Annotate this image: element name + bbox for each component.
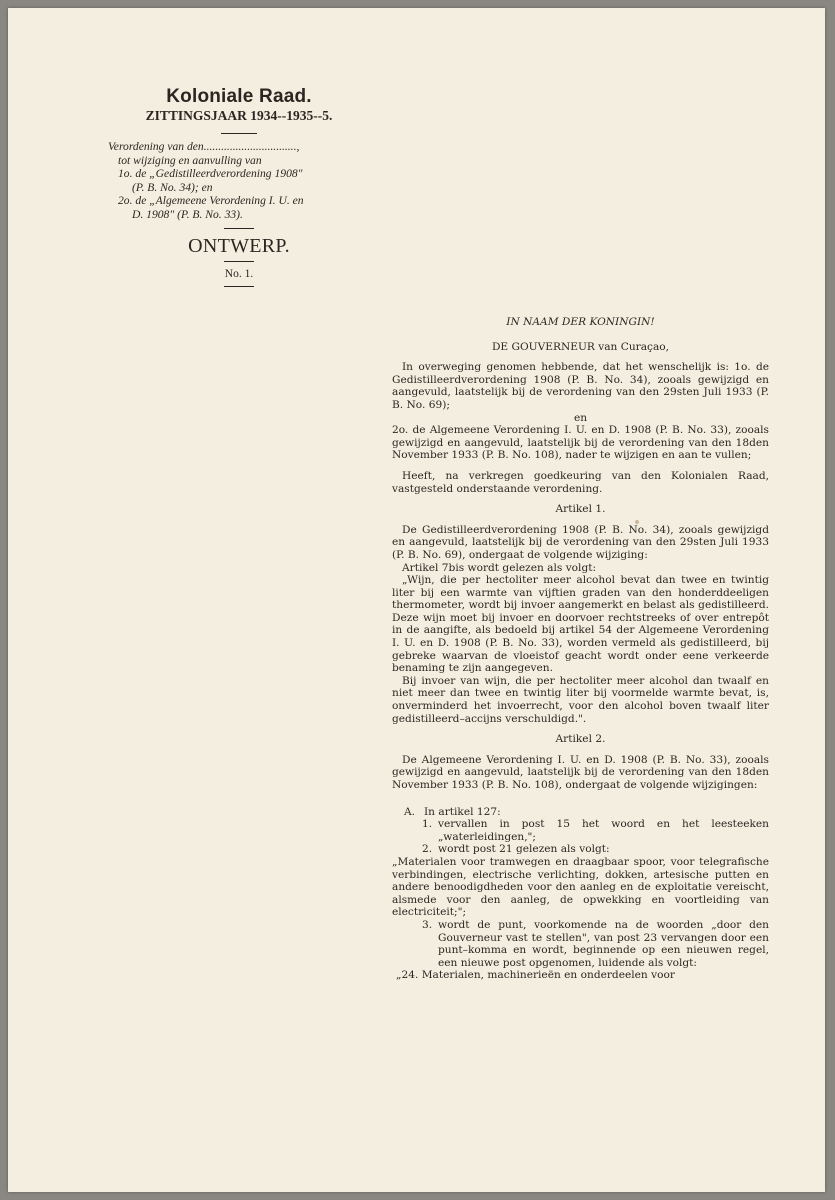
- item-text: vervallen in post 15 het woord en het leesteeken „waterleidingen,";: [438, 818, 769, 843]
- list-item: [422, 818, 769, 843]
- considering-paragraph: 2o. de Algemeene Verordening I. U. en D. 1908 (P. B. No. 33), zooals gewijzigd en aangevuld, laatstelijk bij de verordening van den 18den November 1933 (P. B. No. 108), nader te wijzigen en aan te vullen;: [392, 424, 769, 462]
- regulation-line: 1o. de „Gedistilleerdverordening 1908": [118, 167, 303, 181]
- divider: [221, 133, 257, 134]
- section-text: In artikel 127:: [424, 805, 501, 818]
- article-paragraph: De Algemeene Verordening I. U. en D. 1908 (P. B. No. 33), zooals gewijzigd en aangevuld, laatstelijk bij de verordening van den 18den November 1933 (P. B. No. 108), ondergaat de volgende wijzigingen:: [392, 753, 769, 791]
- article-paragraph: De Gedistilleerdverordening 1908 (P. B. No. 34), zooals gewijzigd en aangevuld, laatstelijk bij de verordening van den 29sten Juli 1933 (P. B. No. 69), ondergaat de volgende wijziging:: [392, 523, 769, 561]
- regulation-title: [108, 140, 370, 222]
- article-paragraph: Artikel 7bis wordt gelezen als volgt:: [402, 561, 597, 574]
- divider: [224, 228, 254, 229]
- article-quote: „Wijn, die per hectoliter meer alcohol bevat dan twee en twintig liter bij een warmte van vijftien graden van den honderddeeligen thermometer, wordt bij invoer aangemerkt en belast als gedistilleerd. Deze wijn moet bij invoer en doorvoer rechtstreeks of over entrepôt in de aangifte, als bedoeld bij artikel 54 der Algemeene Verordening I. U. en D. 1908 (P. B. No. 33), worden vermeld als gedistilleerd, bij gebreke waarvan de vloeistof geacht wordt onder eene verkeerde benaming te zijn aangegeven.: [392, 574, 769, 675]
- regulation-line: (P. B. No. 34); en: [132, 180, 213, 194]
- item-quote: „24. Materialen, machinerieën en onderdeelen voor: [396, 969, 675, 982]
- header-block: [108, 86, 370, 287]
- enactment-paragraph: Heeft, na verkregen goedkeuring van den Kolonialen Raad, vastgesteld onderstaande verordening.: [392, 469, 769, 495]
- regulation-line: 2o. de „Algemeene Verordening I. U. en: [118, 194, 304, 208]
- item-number: 1.: [422, 818, 433, 831]
- regulation-line: D. 1908" (P. B. No. 33).: [132, 207, 243, 221]
- item-number: 3.: [422, 918, 433, 931]
- item-quote: „Materialen voor tramwegen en draagbaar spoor, voor telegrafische verbindingen, electrische verlichting, dokken, artesische putten en andere benoodigdheden voor den aanleg en de exploitatie vereischt, alsmede voor den aanleg, de opwekking en voortleiding van electriciteit;";: [392, 855, 769, 919]
- session-year: ZITTINGSJAAR 1934--1935--5.: [145, 108, 333, 123]
- document-page: [8, 8, 825, 1192]
- article-heading: Artikel 2.: [555, 733, 606, 746]
- considering-paragraph: In overweging genomen hebbende, dat het wenschelijk is: 1o. de Gedistilleerdverordening 1908 (P. B. No. 34), zooals gewijzigd en aangevuld, laatstelijk bij de verordening van den 29sten Juli 1933 (P. B. No. 69);: [392, 361, 769, 411]
- draft-label: ONTWERP.: [188, 234, 290, 257]
- divider: [224, 286, 254, 287]
- section-label: A.: [404, 805, 416, 818]
- draft-number: No. 1.: [224, 267, 254, 280]
- list-item: [422, 843, 769, 856]
- section-a: [404, 806, 769, 819]
- divider: [224, 261, 254, 262]
- article-heading: Artikel 1.: [555, 503, 606, 516]
- paper-spot: [635, 520, 639, 524]
- item-text: wordt de punt, voorkomende na de woorden „door den Gouverneur vast te stellen", van post 23 vervangen door een punt–komma en wordt, beginnende op een nieuwen regel, een nieuwe post opgenomen, luidende als volgt:: [438, 918, 769, 969]
- regulation-line: Verordening van den................................,: [108, 140, 300, 153]
- council-title: Koloniale Raad.: [166, 86, 312, 107]
- invocation: IN NAAM DER KONINGIN!: [506, 316, 655, 328]
- item-number: 2.: [422, 843, 433, 856]
- article-quote: Bij invoer van wijn, die per hectoliter meer alcohol dan twaalf en niet meer dan twee en twintig liter bij voormelde warmte bevat, is, onverminderd het invoerrecht, voor den alcohol boven twaalf liter gedistilleerd–accijns verschuldigd.".: [392, 674, 769, 725]
- conjunction: en: [573, 411, 588, 424]
- regulation-line: tot wijziging en aanvulling van: [118, 153, 262, 167]
- ordinance-text: [392, 316, 769, 982]
- governor-line: DE GOUVERNEUR van Curaçao,: [491, 340, 670, 353]
- item-text: wordt post 21 gelezen als volgt:: [438, 843, 610, 856]
- list-item: [422, 919, 769, 969]
